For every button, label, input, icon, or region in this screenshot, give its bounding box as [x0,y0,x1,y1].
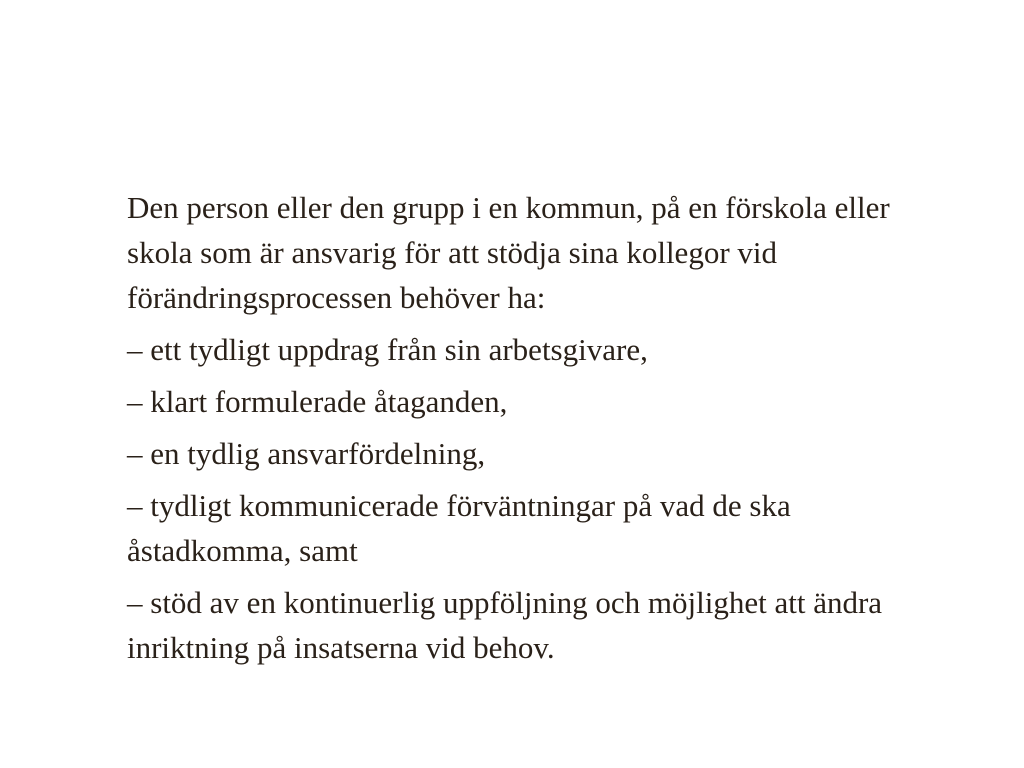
list-item-uppfoljning: – stöd av en kontinuerlig uppföljning och möjlighet att ändra inriktning på insatserna vid behov. [127,585,883,665]
list-item-ataganden: – klart formulerade åtaganden, [127,384,508,419]
intro-paragraph: Den person eller den grupp i en kommun, på en förskola eller skola som är ansvarig för att stödja sina kollegor vid förändringsprocessen behöver ha: [127,190,890,315]
slide-text-block [127,185,947,670]
list-item-ansvarfordelning: – en tydlig ansvarfördelning, [127,436,486,471]
list-item-uppdrag: – ett tydligt uppdrag från sin arbetsgivare, [127,332,648,367]
list-item-forvantningar: – tydligt kommunicerade förväntningar på vad de ska åstadkomma, samt [127,488,791,568]
